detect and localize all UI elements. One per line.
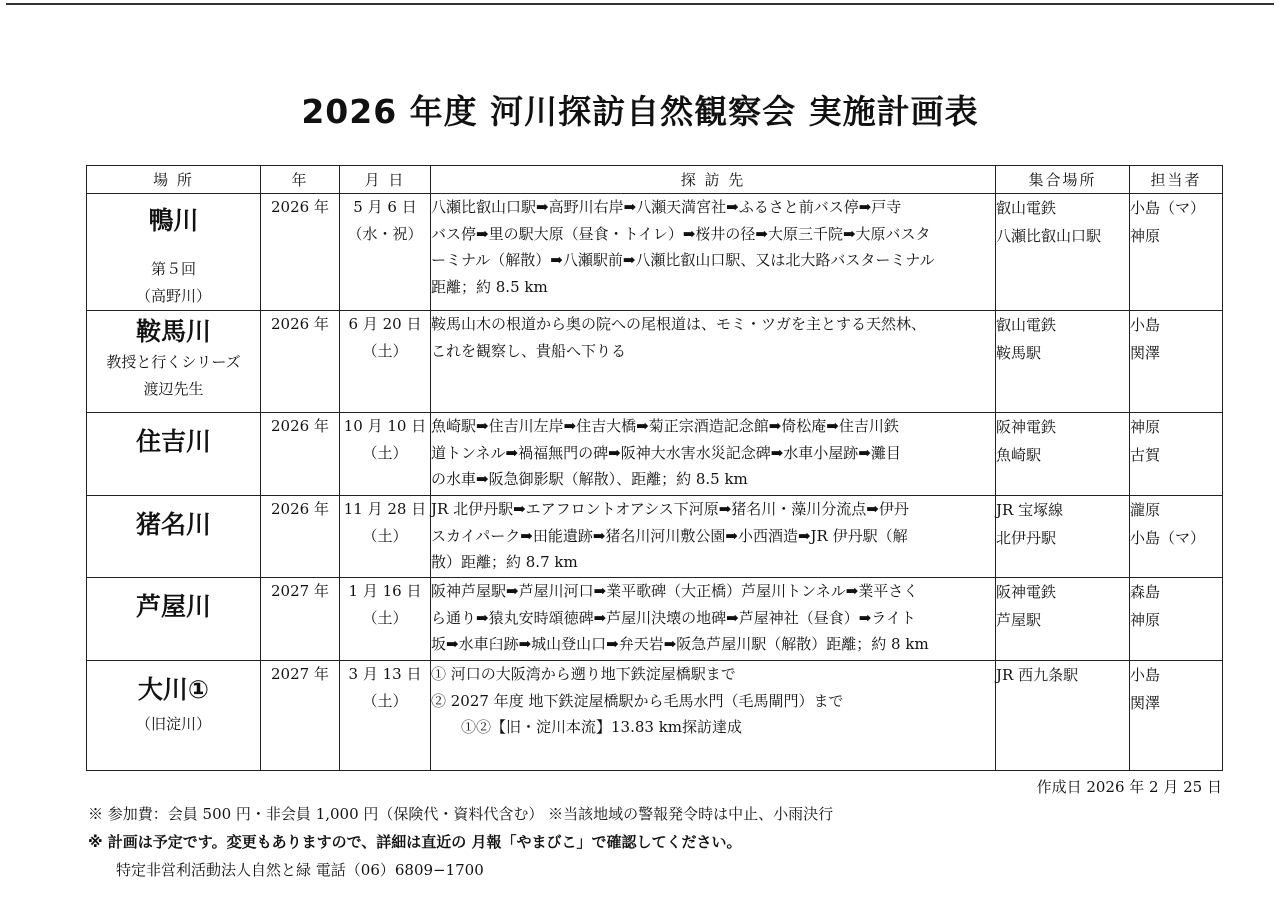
date-cell — [340, 413, 431, 496]
river-name: 鞍馬川 — [135, 317, 211, 346]
header-destination: 探 訪 先 — [431, 166, 996, 194]
place-cell — [87, 413, 261, 496]
date-day: 5 月 6 日 — [353, 198, 417, 216]
meeting-line: 叡山電鉄 — [996, 316, 1057, 334]
page-top-border — [6, 3, 1274, 5]
route-cell — [431, 578, 996, 661]
route-line: 散）距離；約 8.7 km — [431, 553, 578, 571]
route-line: 魚崎駅➡住吉川左岸➡住吉大橋➡菊正宗酒造記念館➡倚松庵➡住吉川鉄 — [431, 417, 899, 435]
staff-name: 関澤 — [1130, 344, 1161, 362]
date-cell — [340, 578, 431, 661]
date-day: 1 月 16 日 — [348, 582, 422, 600]
route-line: ら通り➡猿丸安時頌徳碑➡芦屋川決壊の地碑➡芦屋神社（昼食）➡ライト — [431, 608, 916, 627]
date-cell — [340, 496, 431, 578]
route-line: 阪神芦屋駅➡芦屋川河口➡業平歌碑（大正橋）芦屋川トンネル➡業平さく — [431, 582, 919, 600]
river-name: 大川① — [137, 675, 210, 704]
year-cell: 2026 年 — [261, 194, 340, 311]
table-header-row — [87, 166, 1223, 194]
staff-name: 小島（マ） — [1130, 529, 1206, 547]
organization-contact: 特定非営利活動法人自然と緑 電話（06）6809−1700 — [116, 861, 484, 879]
route-line: 鞍馬山木の根道から奥の院への尾根道は、モミ・ツガを主とする天然林、 — [431, 315, 927, 333]
meeting-line: 鞍馬駅 — [996, 344, 1042, 362]
header-staff: 担当者 — [1130, 166, 1223, 194]
staff-name: 神原 — [1130, 227, 1161, 245]
year-cell: 2026 年 — [261, 496, 340, 578]
table-row — [87, 661, 1223, 771]
staff-name: 小島 — [1130, 666, 1161, 684]
route-line: JR 北伊丹駅➡エアフロントオアシス下河原➡猪名川・藻川分流点➡伊丹 — [431, 500, 909, 518]
fee-note: ※ 参加費：会員 500 円・非会員 1,000 円（保険代・資料代含む） ※当該地域の警報発令時は中止、小雨決行 — [88, 805, 834, 823]
river-sub: 第５回 — [150, 260, 196, 278]
footer-notes — [88, 800, 833, 884]
staff-cell — [1130, 311, 1223, 413]
header-meeting: 集合場所 — [996, 166, 1130, 194]
river-name: 住吉川 — [135, 427, 211, 456]
date-day: 3 月 13 日 — [348, 665, 422, 683]
table-row — [87, 311, 1223, 413]
river-sub: 渡辺先生 — [143, 380, 204, 398]
staff-cell — [1130, 496, 1223, 578]
route-cell — [431, 496, 996, 578]
route-line: ①②【旧・淀川本流】13.83 km探訪達成 — [461, 718, 743, 736]
meeting-cell — [996, 413, 1130, 496]
route-line: これを観察し、貴船へ下りる — [431, 341, 627, 360]
date-weekday: （土） — [362, 342, 408, 360]
year-cell: 2026 年 — [261, 311, 340, 413]
date-day: 11 月 28 日 — [343, 500, 427, 518]
meeting-line: 叡山電鉄 — [996, 199, 1057, 217]
date-day: 6 月 20 日 — [348, 315, 422, 333]
route-line: 坂➡水車臼跡➡城山登山口➡弁天岩➡阪急芦屋川駅（解散）距離；約 8 km — [431, 635, 929, 653]
meeting-line: 北伊丹駅 — [996, 529, 1057, 547]
route-line: ② 2027 年度 地下鉄淀屋橋駅から毛馬水門（毛馬閘門）まで — [431, 691, 844, 710]
date-weekday: （土） — [362, 527, 408, 545]
staff-cell — [1130, 578, 1223, 661]
year-cell: 2027 年 — [261, 578, 340, 661]
staff-name: 瀧原 — [1130, 501, 1161, 519]
route-line: 八瀬比叡山口駅➡高野川右岸➡八瀬天満宮社➡ふるさと前バス停➡戸寺 — [431, 198, 902, 216]
river-sub: （高野川） — [135, 287, 211, 305]
page-title: 2026 年度 河川探訪自然観察会 実施計画表 — [301, 92, 979, 131]
meeting-line: 八瀬比叡山口駅 — [996, 227, 1102, 245]
place-cell — [87, 661, 261, 771]
place-cell — [87, 578, 261, 661]
table-row — [87, 496, 1223, 578]
date-cell — [340, 311, 431, 413]
staff-cell — [1130, 413, 1223, 496]
route-line: 道トンネル➡禍福無門の碑➡阪神大水害水災記念碑➡水車小屋跡➡灘目 — [431, 443, 901, 462]
place-cell — [87, 194, 261, 311]
date-weekday: （水・祝） — [347, 225, 423, 243]
staff-cell — [1130, 194, 1223, 311]
meeting-cell — [996, 578, 1130, 661]
year-cell: 2026 年 — [261, 413, 340, 496]
meeting-line: JR 西九条駅 — [996, 666, 1079, 684]
header-place: 場 所 — [87, 166, 261, 194]
meeting-cell — [996, 661, 1130, 771]
staff-name: 神原 — [1130, 418, 1161, 436]
staff-name: 小島（マ） — [1130, 199, 1206, 217]
staff-name: 小島 — [1130, 316, 1161, 334]
date-weekday: （土） — [362, 692, 408, 710]
staff-name: 森島 — [1130, 583, 1161, 601]
meeting-cell — [996, 311, 1130, 413]
route-line: ーミナル（解散）➡八瀬駅前➡八瀬比叡山口駅、又は北大路バスターミナル — [431, 251, 935, 269]
route-cell — [431, 311, 996, 413]
staff-name: 関澤 — [1130, 694, 1161, 712]
river-sub: （旧淀川） — [135, 715, 211, 733]
staff-name: 古賀 — [1130, 446, 1161, 464]
plan-note: ※ 計画は予定です。変更もありますので、詳細は直近の 月報「やまびこ」で確認してください。 — [88, 833, 742, 851]
year-cell: 2027 年 — [261, 661, 340, 771]
meeting-line: 魚崎駅 — [996, 446, 1042, 464]
table-row — [87, 413, 1223, 496]
creation-date: 作成日 2026 年 2 月 25 日 — [1036, 778, 1222, 796]
staff-name: 神原 — [1130, 611, 1161, 629]
meeting-line: 阪神電鉄 — [996, 418, 1057, 436]
date-cell — [340, 661, 431, 771]
route-cell — [431, 661, 996, 771]
route-line: バス停➡里の駅大原（昼食・トイレ）➡桜井の径➡大原三千院➡大原バスタ — [431, 224, 931, 243]
meeting-cell — [996, 496, 1130, 578]
route-line: の水車➡阪急御影駅（解散）、距離；約 8.5 km — [431, 470, 748, 488]
river-name: 鴨川 — [148, 206, 199, 235]
place-cell — [87, 496, 261, 578]
river-name: 芦屋川 — [135, 592, 211, 621]
date-day: 10 月 10 日 — [343, 417, 427, 435]
date-cell — [340, 194, 431, 311]
header-year: 年 — [261, 166, 340, 194]
header-date: 月 日 — [340, 166, 431, 194]
meeting-cell — [996, 194, 1130, 311]
table-row — [87, 194, 1223, 311]
date-weekday: （土） — [362, 609, 408, 627]
staff-cell — [1130, 661, 1223, 771]
table-row — [87, 578, 1223, 661]
meeting-line: JR 宝塚線 — [996, 501, 1064, 519]
river-name: 猪名川 — [135, 510, 211, 539]
place-cell — [87, 311, 261, 413]
route-line: スカイパーク➡田能遺跡➡猪名川河川敷公園➡小西酒造➡JR 伊丹駅（解 — [431, 526, 908, 545]
route-line: 距離；約 8.5 km — [431, 277, 548, 296]
route-cell — [431, 194, 996, 311]
date-weekday: （土） — [362, 444, 408, 462]
plan-table — [86, 165, 1223, 771]
route-cell — [431, 413, 996, 496]
river-sub: 教授と行くシリーズ — [106, 353, 241, 371]
meeting-line: 阪神電鉄 — [996, 583, 1057, 601]
route-line: ① 河口の大阪湾から遡り地下鉄淀屋橋駅まで — [431, 665, 736, 683]
meeting-line: 芦屋駅 — [996, 611, 1042, 629]
